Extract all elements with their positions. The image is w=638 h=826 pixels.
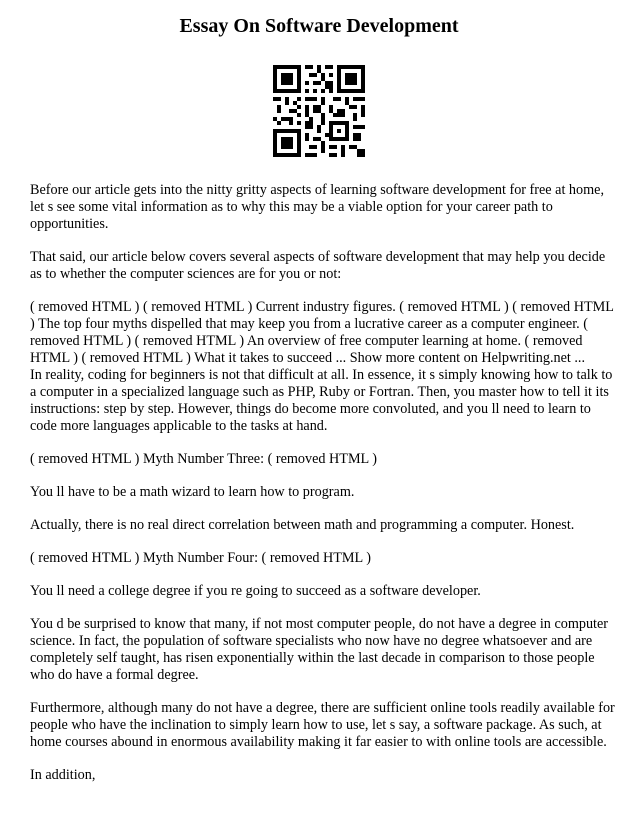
paragraph: In addition, xyxy=(30,767,96,783)
document-body xyxy=(30,182,615,800)
paragraph: ( removed HTML ) Myth Number Three: ( removed HTML ) xyxy=(30,451,377,467)
paragraph: That said, our article below covers several aspects of software development that may help you decide as to whether the computer sciences are for you or not: xyxy=(30,249,606,282)
paragraph: Before our article gets into the nitty gritty aspects of learning software development for free at home, let s see some vital information as to why this may be a viable option for your career path to opportunities. xyxy=(30,182,604,232)
paragraph: You d be surprised to know that many, if not most computer people, do not have a degree in computer science. In fact, the population of software specialists who now have no degree whatsoever and are completely self taught, has risen exponentially within the last decade in comparison to those people who do have a formal degree. xyxy=(30,616,609,683)
paragraph: You ll have to be a math wizard to learn how to program. xyxy=(30,484,355,500)
paragraph: ( removed HTML ) Myth Number Four: ( removed HTML ) xyxy=(30,550,371,566)
paragraph: Furthermore, although many do not have a degree, there are sufficient online tools readily available for people who have the inclination to simply learn how to use, let s say, a software package. As such, at home courses abound in enormous availability making it far easier to with online tools are accessible. xyxy=(30,700,615,750)
paragraph: ( removed HTML ) ( removed HTML ) Current industry figures. ( removed HTML ) ( removed HTML ) The top four myths dispelled that may keep you from a lucrative career as a computer engineer. ( removed HTML ) ( removed HTML ) An overview of free computer learning at home. ( removed HTML ) ( removed HTML ) What it takes to succeed ... Show more content on Helpwriting.net ... xyxy=(30,299,614,366)
paragraph: Actually, there is no real direct correlation between math and programming a computer. Honest. xyxy=(30,517,575,533)
qr-code-icon xyxy=(273,65,365,157)
paragraph: You ll need a college degree if you re going to succeed as a software developer. xyxy=(30,583,481,599)
paragraph: In reality, coding for beginners is not that difficult at all. In essence, it s simply knowing how to talk to a computer in a specialized language such as PHP, Ruby or Fortran. Then, you master how to tell it its instructions: step by step. However, things do become more convoluted, and you ll need to learn to code more languages applicable to the tasks at hand. xyxy=(30,367,613,434)
document-title: Essay On Software Development xyxy=(179,15,459,37)
